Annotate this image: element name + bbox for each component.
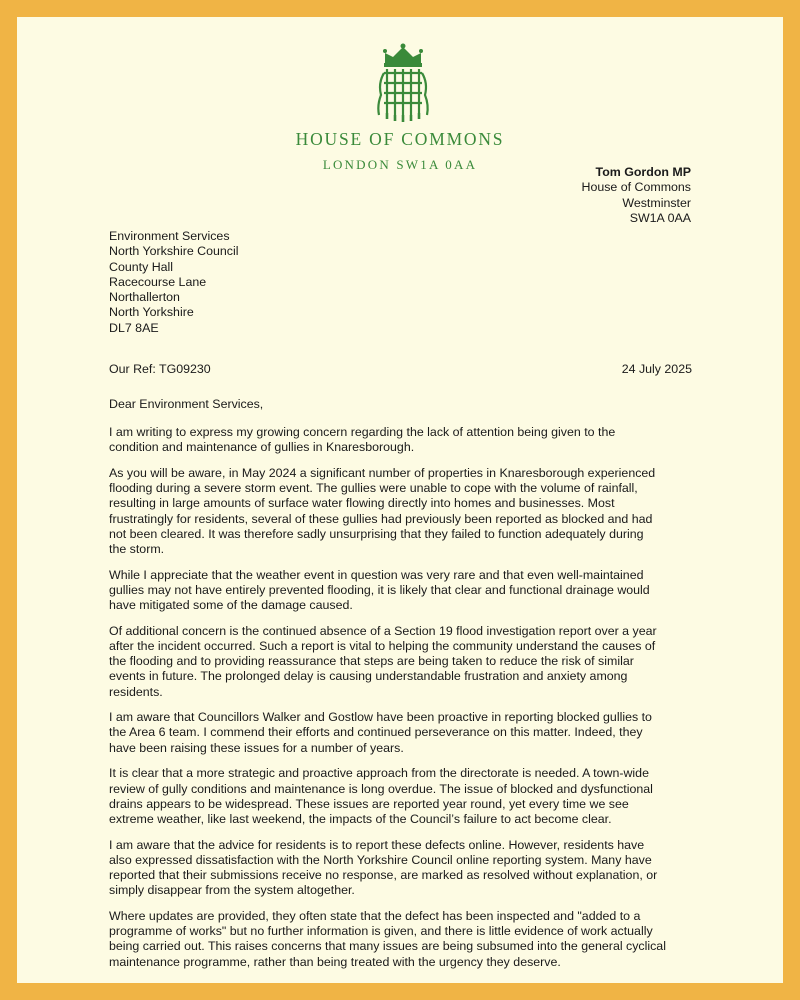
body-line: While I appreciate that the weather event in question was very rare and that even well-maintained [109, 567, 644, 582]
body-line: review of gully conditions and maintenance is long overdue. The issue of blocked and dysfunctional [109, 781, 653, 796]
body-line: condition and maintenance of gullies in Knaresborough. [109, 440, 415, 455]
letter-page [17, 17, 783, 983]
body-line: the storm. [109, 541, 165, 556]
body-line: have mitigated some of the damage caused. [109, 598, 353, 613]
body-line: Of additional concern is the continued absence of a Section 19 flood investigation report over a year [109, 623, 657, 638]
body-line: also expressed dissatisfaction with the North Yorkshire Council online reporting system. Many have [109, 852, 652, 867]
recipient-line: Northallerton [109, 290, 180, 305]
body-line: being carried out. This raises concerns that many issues are being subsumed into the general cyclical [109, 939, 666, 954]
body-line: the Area 6 team. I commend their efforts and continued perseverance on this matter. Indeed, they [109, 725, 643, 740]
body-line: have been raising these issues for a number of years. [109, 740, 404, 755]
body-paragraph [109, 425, 709, 455]
body-line: As you will be aware, in May 2024 a significant number of properties in Knaresborough experienced [109, 465, 656, 480]
body-line: drains appears to be widespread. These issues are reported year round, yet every time we see [109, 796, 629, 811]
portcullis-crest-icon [375, 43, 431, 125]
body-line: after the incident occurred. Such a report is vital to helping the community understand the causes of [109, 638, 656, 653]
sender-name: Tom Gordon MP [595, 165, 691, 179]
body-line: the flooding and to providing reassurance that steps are being taken to reduce the risk of similar [109, 654, 634, 669]
body-line: extreme weather, like last weekend, the impacts of the Council’s failure to act become clear. [109, 811, 612, 826]
body-paragraph [109, 624, 709, 700]
salutation: Dear Environment Services, [109, 397, 264, 411]
recipient-line: North Yorkshire Council [109, 244, 239, 259]
recipient-line: Environment Services [109, 229, 230, 243]
body-paragraph [109, 838, 709, 899]
body-line: residents. [109, 684, 163, 699]
body-line: Where updates are provided, they often state that the defect has been inspected and "added to a [109, 908, 641, 923]
letter-body [109, 425, 709, 980]
body-line: not been cleared. It was therefore sadly unsurprising that they failed to function adequately during [109, 526, 644, 541]
recipient-line: North Yorkshire [109, 305, 194, 320]
sender-line: SW1A 0AA [629, 210, 691, 225]
body-line: flooding during a severe storm event. The gullies were unable to cope with the volume of rainfall, [109, 481, 638, 496]
body-line: maintenance programme, rather than being treated with the urgency they deserve. [109, 954, 561, 969]
body-line: It is clear that a more strategic and proactive approach from the directorate is needed. A town-wide [109, 766, 649, 781]
body-line: I am writing to express my growing concern regarding the lack of attention being given to the [109, 425, 616, 439]
sender-line: Westminster [622, 195, 691, 210]
body-line: programme of works" but no further information is given, and there is little evidence of work actually [109, 924, 653, 939]
sender-address [582, 165, 692, 226]
body-line: resulting in large amounts of surface water flowing directly into homes and businesses. Most [109, 496, 615, 511]
recipient-line: County Hall [109, 259, 174, 274]
body-paragraph [109, 710, 709, 756]
body-paragraph [109, 766, 709, 827]
body-line: I am aware that the advice for residents is to report these defects online. However, residents have [109, 837, 645, 852]
body-paragraph [109, 466, 709, 557]
recipient-line: Racecourse Lane [109, 274, 207, 289]
letter-date: 24 July 2025 [621, 362, 692, 376]
body-line: reported that their submissions receive no response, are marked as resolved without explanation, or [109, 868, 658, 883]
body-paragraph [109, 909, 709, 970]
body-line: frustratingly for residents, several of these gullies had previously been reported as blocked and had [109, 511, 653, 526]
sender-line: House of Commons [581, 180, 691, 195]
letterhead-subtitle: LONDON SW1A 0AA [322, 157, 478, 172]
reference: Our Ref: TG09230 [109, 362, 211, 376]
body-paragraph [109, 568, 709, 614]
recipient-address [109, 229, 238, 336]
body-line: I am aware that Councillors Walker and Gostlow have been proactive in reporting blocked gullies to [109, 710, 652, 725]
letterhead-title: HOUSE OF COMMONS [295, 129, 505, 149]
body-line: gullies may not have entirely prevented flooding, it is likely that clear and functional drainage would [109, 582, 650, 597]
recipient-line: DL7 8AE [109, 320, 159, 335]
body-line: events in future. The prolonged delay is causing understandable frustration and anxiety among [109, 669, 628, 684]
body-line: simply disappear from the system altogether. [109, 883, 355, 898]
